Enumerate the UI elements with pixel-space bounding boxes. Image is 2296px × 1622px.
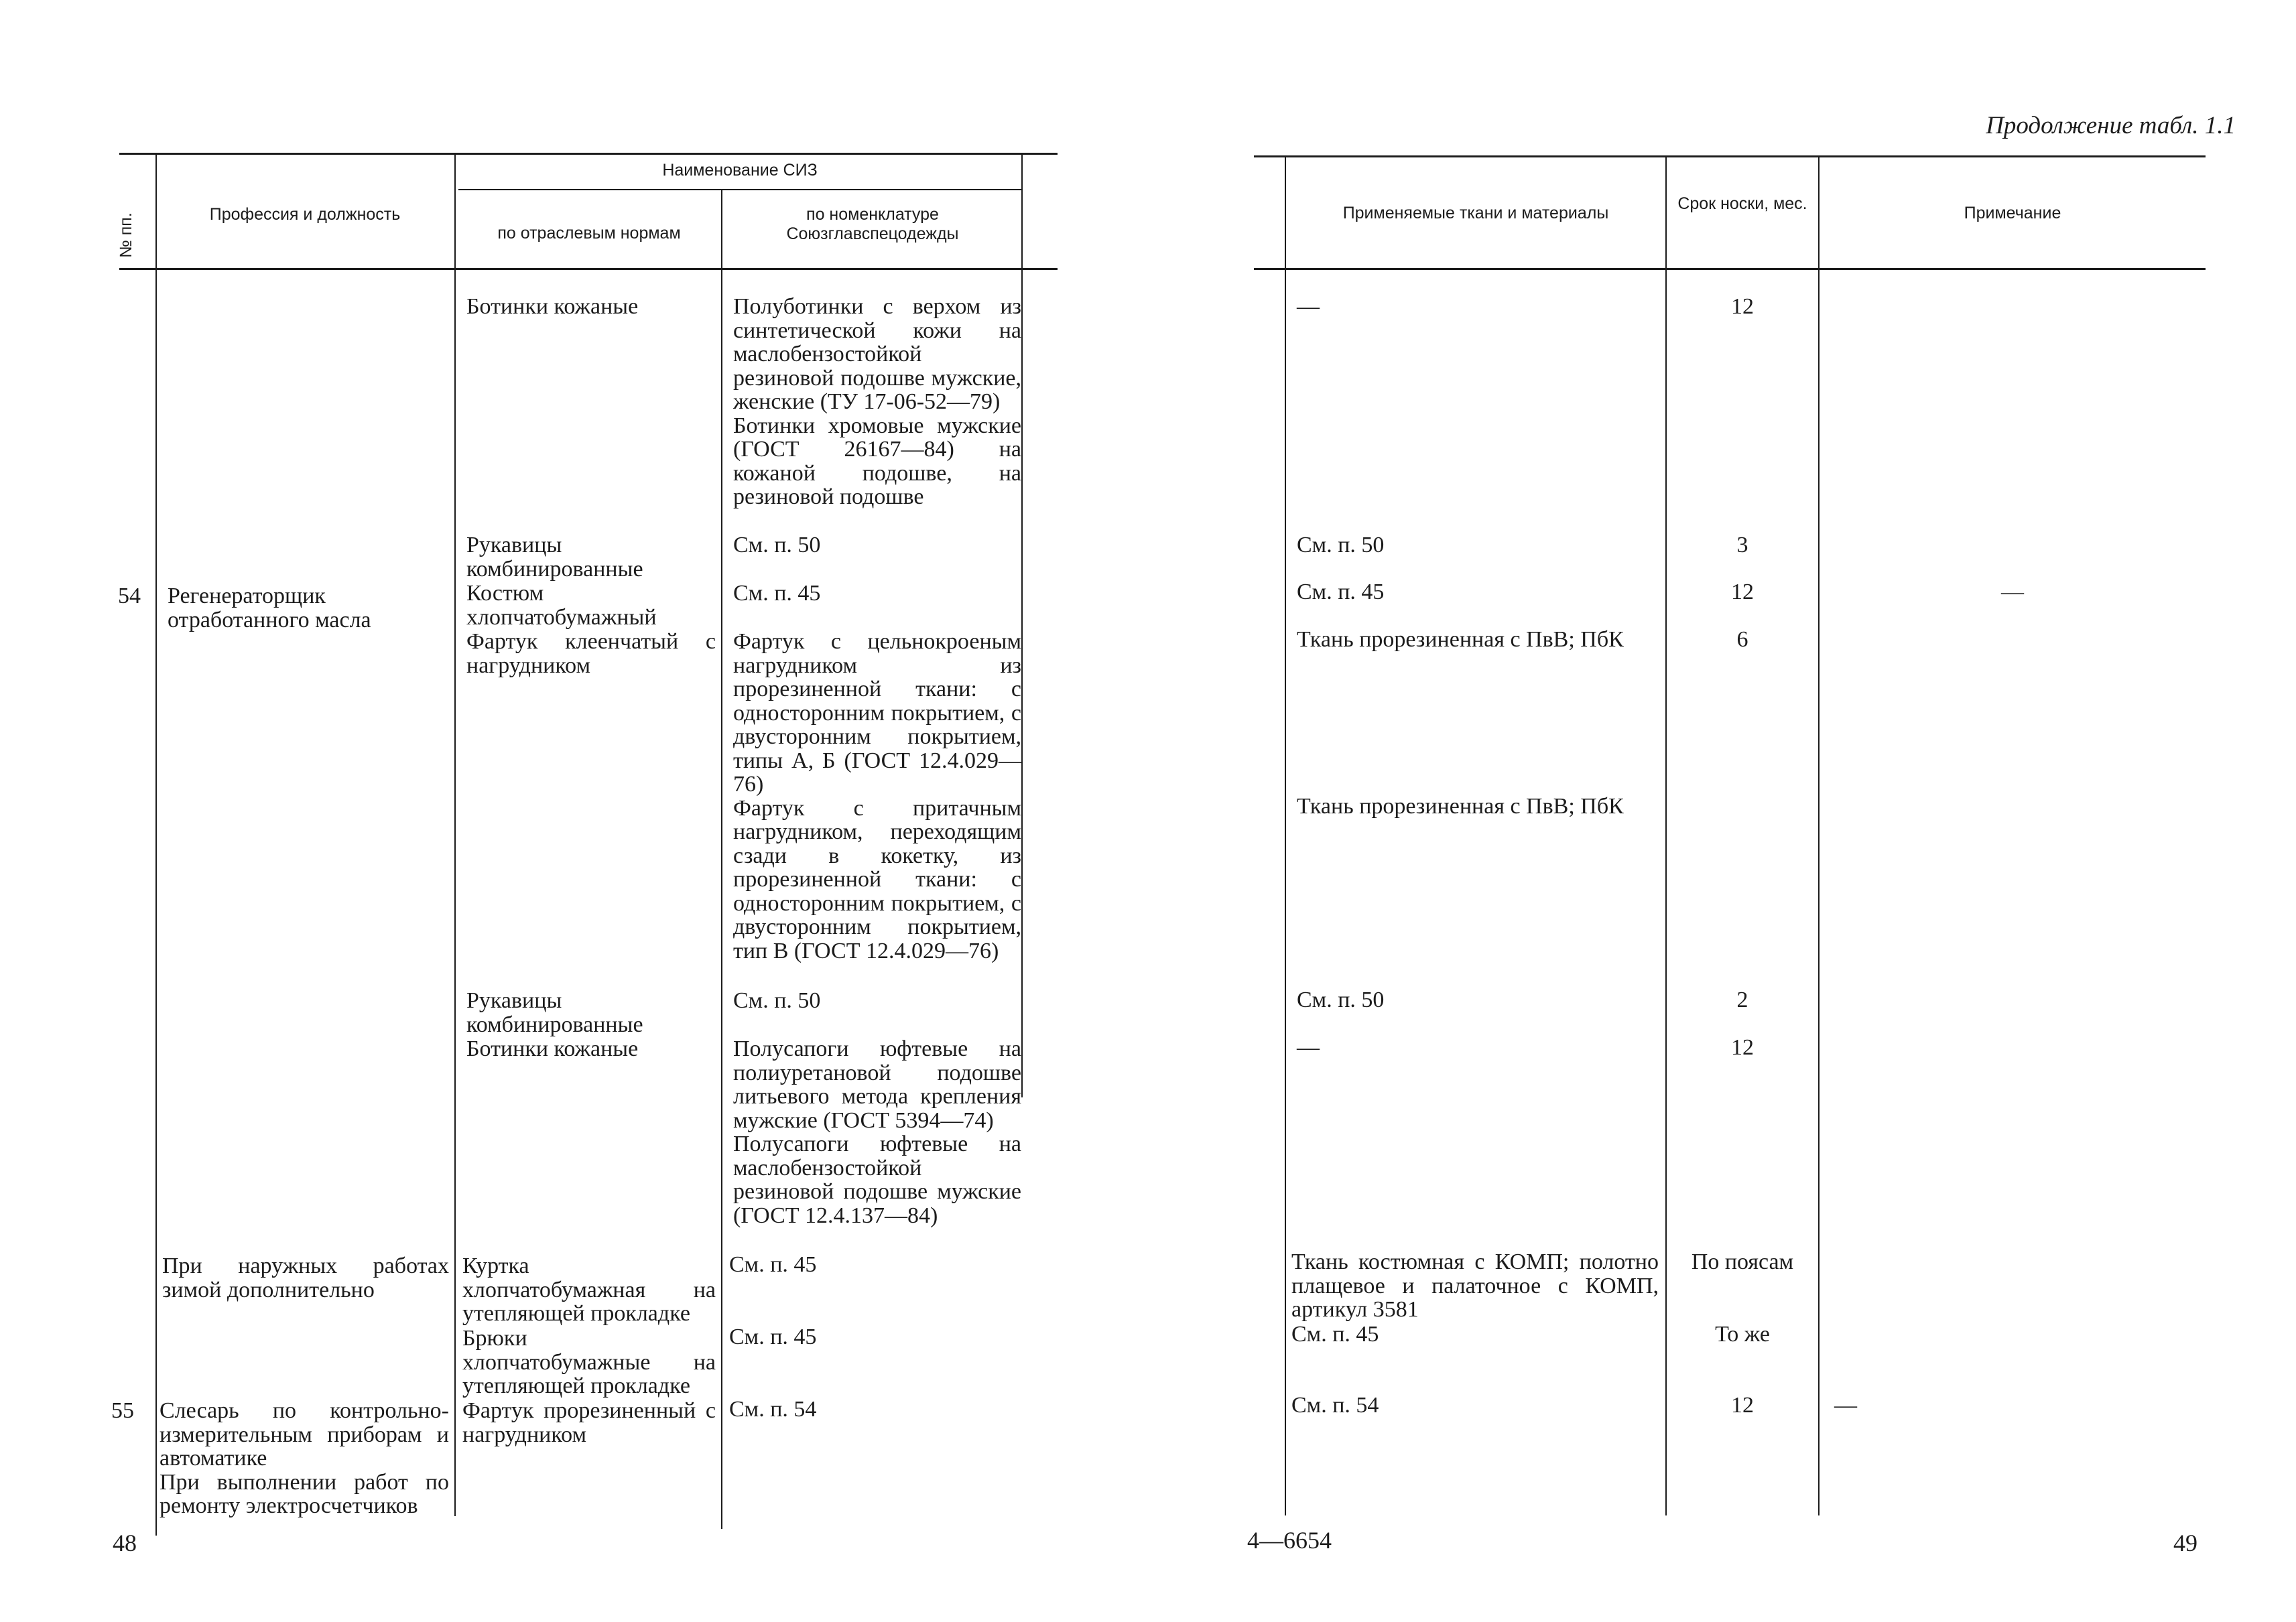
- nomenclature-item: [733, 1037, 1021, 1227]
- column-header-wear-term: Срок носки, мес.: [1677, 194, 1807, 213]
- divider-term-note: [1818, 155, 1820, 1515]
- industry-norm-item: Фартук прорезиненный с нагрудником: [462, 1398, 716, 1447]
- column-header-number: № пп.: [117, 212, 135, 258]
- wear-term: 12: [1731, 1393, 1754, 1418]
- divider-num-profession-body: [155, 269, 157, 1536]
- column-header-nomenclature: по номенклатуре Союзглавспецодежды: [786, 205, 959, 243]
- nomenclature-paragraph: Фартук с цельнокроеным нагрудником из прорезиненной ткани: с односторонним покрытием, с двусторонним покрытием, типы А, Б (ГОСТ 12.4.029—76): [733, 629, 1021, 797]
- industry-norm-item: Костюм хлопчатобумажный: [466, 581, 657, 630]
- materials-item: См. п. 50: [1297, 533, 1385, 557]
- nomenclature-item: [733, 630, 1021, 963]
- industry-norm-item: Ботинки кожаные: [466, 294, 639, 319]
- industry-norm-item: Фартук клеенчатый с нагрудником: [466, 629, 716, 678]
- profession-paragraph: При выполнении работ по ремонту электросчетчиков: [160, 1469, 449, 1518]
- profession-name: Регенераторщик отработанного масла: [168, 584, 371, 632]
- wear-term: По поясам: [1691, 1249, 1794, 1274]
- wear-term: 12: [1731, 294, 1754, 319]
- divider-profession-norms: [454, 153, 456, 1516]
- materials-item: См. п. 50: [1297, 988, 1385, 1012]
- nomenclature-item: См. п. 50: [733, 533, 821, 557]
- wear-term: 12: [1731, 580, 1754, 604]
- industry-norm-item: Ботинки кожаные: [466, 1036, 639, 1061]
- divider-norms-nomenclature: [721, 189, 722, 1529]
- materials-item: См. п. 45: [1297, 580, 1385, 604]
- materials-item: —: [1297, 1035, 1320, 1060]
- nomenclature-item: См. п. 45: [733, 581, 821, 606]
- print-signature-mark: 4—6654: [1247, 1527, 1332, 1554]
- wear-term: 3: [1736, 533, 1748, 557]
- page-number: 48: [113, 1530, 137, 1556]
- materials-item: Ткань костюмная с КОМП; полотно плащевое и палаточное с КОМП, артикул 3581: [1291, 1249, 1659, 1322]
- profession-paragraph: Слесарь по контрольно-измерительным приборам и автоматике: [160, 1398, 449, 1471]
- nomenclature-paragraph: Полусапоги юфтевые на полиуретановой подошве литьевого метода крепления мужские (ГОСТ 5394—74): [733, 1036, 1021, 1133]
- industry-norm-item: Куртка хлопчатобумажная на утепляющей прокладке: [462, 1254, 716, 1326]
- wear-term: 12: [1731, 1035, 1754, 1060]
- column-header-industry-norms: по отраслевым нормам: [497, 224, 681, 243]
- materials-item: —: [1297, 294, 1320, 319]
- note-value: —: [1834, 1393, 1857, 1418]
- materials-item: Ткань прорезиненная с ПвВ; ПбК: [1297, 627, 1624, 652]
- right-page: [1148, 0, 2296, 1622]
- materials-item: См. п. 54: [1291, 1393, 1379, 1418]
- wear-term: 2: [1736, 988, 1748, 1012]
- industry-norm-item: Брюки хлопчатобумажные на утепляющей прокладке: [462, 1326, 716, 1398]
- nomenclature-paragraph: Полуботинки с верхом из синтетической кожи на маслобензостойкой резиновой подошве мужские, женские (ТУ 17-06-52—79): [733, 294, 1021, 414]
- nomenclature-item: См. п. 45: [729, 1252, 817, 1277]
- materials-item: См. п. 45: [1291, 1322, 1379, 1347]
- nomenclature-item: [733, 295, 1021, 509]
- column-header-materials: Применяемые ткани и материалы: [1342, 204, 1609, 222]
- nomenclature-paragraph: Фартук с притачным нагрудником, переходящим сзади в кокетку, из прорезиненной ткани: с односторонним покрытием, с двусторонним покрытием, тип В (ГОСТ 12.4.029—76): [733, 795, 1021, 963]
- page-number: 49: [2173, 1530, 2197, 1556]
- wear-term: 6: [1736, 627, 1748, 652]
- header-bottom-rule: [119, 268, 1058, 270]
- note-value: —: [2001, 580, 2024, 604]
- table-left-border-right-page: [1285, 155, 1286, 1515]
- industry-norm-item: Рукавицы комбинированные: [466, 988, 643, 1037]
- column-header-note: Примечание: [1964, 204, 2061, 222]
- item-number: 55: [111, 1398, 134, 1423]
- column-group-header-siz: Наименование СИЗ: [662, 161, 818, 180]
- item-number: 54: [118, 584, 141, 608]
- column-header-profession: Профессия и должность: [209, 205, 401, 224]
- materials-item: Ткань прорезиненная с ПвВ; ПбК: [1297, 794, 1624, 819]
- profession-note: При наружных работах зимой дополнительно: [162, 1254, 449, 1302]
- table-top-rule: [1254, 155, 2206, 157]
- siz-group-rule: [458, 189, 1021, 190]
- industry-norm-item: Рукавицы комбинированные: [466, 533, 643, 582]
- divider-materials-term: [1665, 155, 1667, 1515]
- nomenclature-item: См. п. 50: [733, 988, 821, 1013]
- nomenclature-item: См. п. 45: [729, 1325, 817, 1349]
- wear-term: То же: [1715, 1322, 1770, 1347]
- table-right-border-left-page: [1021, 153, 1023, 1097]
- header-bottom-rule: [1254, 268, 2206, 270]
- profession-name: [160, 1399, 449, 1518]
- nomenclature-item: См. п. 54: [729, 1397, 817, 1422]
- table-top-rule: [119, 153, 1058, 155]
- nomenclature-paragraph: Полусапоги юфтевые на маслобензостойкой резиновой подошве мужские (ГОСТ 12.4.137—84): [733, 1132, 1021, 1228]
- divider-num-profession: [155, 153, 157, 269]
- continuation-title: Продолжение табл. 1.1: [1986, 112, 2236, 139]
- nomenclature-paragraph: Ботинки хромовые мужские (ГОСТ 26167—84) на кожаной подошве, на резиновой подошве: [733, 413, 1021, 509]
